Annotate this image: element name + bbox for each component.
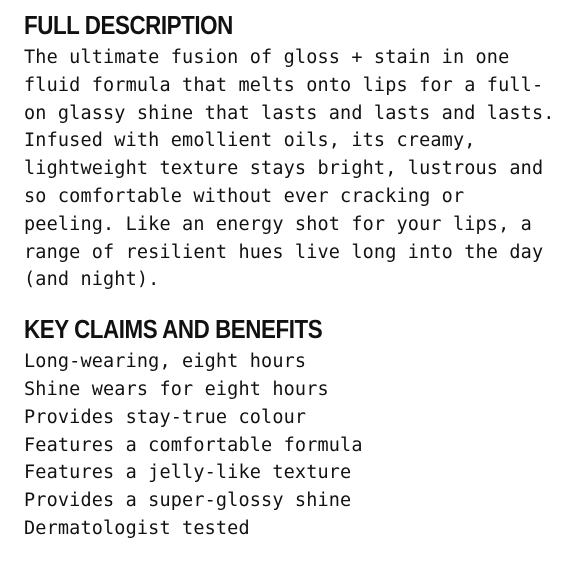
product-details-page	[24, 8, 564, 543]
key-claims-heading: KEY CLAIMS AND BENEFITS	[24, 314, 323, 345]
description-line: fluid formula that melts onto lips for a full-	[24, 74, 544, 96]
description-line: on glassy shine that lasts and lasts and lasts.	[24, 102, 555, 124]
claim-item: Dermatologist tested	[24, 517, 250, 539]
description-line: range of resilient hues live long into the day	[24, 241, 544, 263]
key-claims-list	[24, 348, 564, 543]
description-line: The ultimate fusion of gloss + stain in one	[24, 47, 510, 68]
claim-item: Long-wearing, eight hours	[24, 351, 307, 373]
claim-item: Features a jelly-like texture	[24, 462, 352, 484]
description-line: (and night).	[24, 269, 160, 291]
claim-item: Provides stay-true colour	[24, 406, 307, 428]
description-line: lightweight texture stays bright, lustrous and	[24, 158, 544, 180]
description-line: so comfortable without ever cracking or	[24, 185, 465, 207]
full-description-text	[24, 44, 564, 294]
full-description-heading: FULL DESCRIPTION	[24, 10, 233, 40]
description-line: peeling. Like an energy shot for your lips, a	[24, 213, 532, 235]
claim-item: Provides a super-glossy shine	[24, 490, 352, 512]
claim-item: Shine wears for eight hours	[24, 378, 329, 400]
description-line: Infused with emollient oils, its creamy,	[24, 130, 476, 152]
claim-item: Features a comfortable formula	[24, 434, 363, 456]
